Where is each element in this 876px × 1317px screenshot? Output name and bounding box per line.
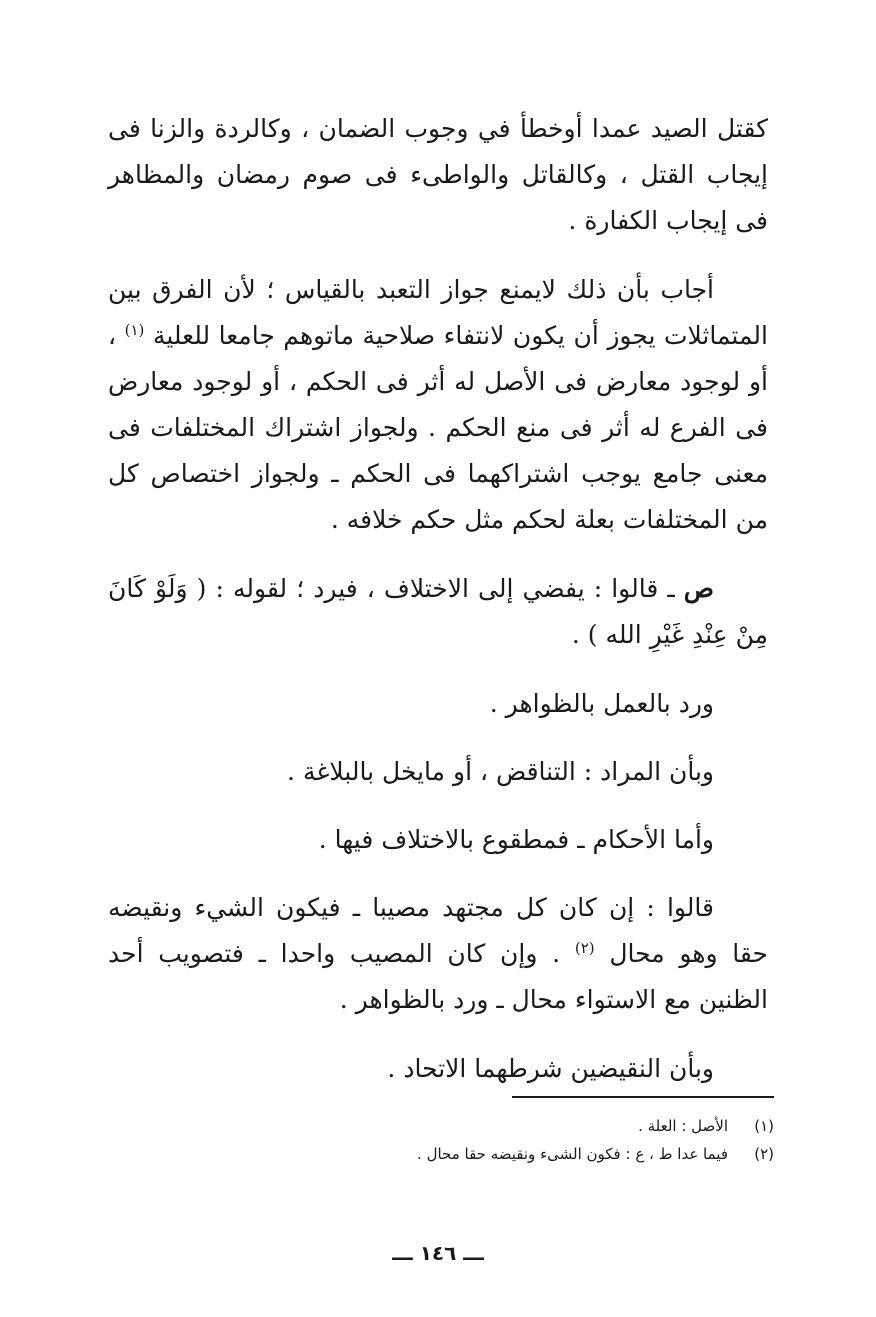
main-text [108,106,768,1114]
paragraph-5-text: وبأن المراد : التناقض ، أو مايخل بالبلاغة . [287,757,714,786]
paragraph-1-text: كقتل الصيد عمدا أوخطأ في وجوب الضمان ، وكالردة والزنا فى إيجاب القتل ، وكالقاتل والواطىء فى صوم رمضان والمظاهر فى إيجاب الكفارة . [108,114,768,235]
paragraph-7 [108,885,768,1023]
paragraph-3-text: ـ قالوا : يفضي إلى الاختلاف ، فيرد ؛ لقوله : ( وَلَوْ كَانَ مِنْ عِنْدِ غَيْرِ الله ) . [108,574,768,649]
paragraph-2 [108,267,768,543]
paragraph-7-text-before: قالوا : إن كان كل مجتهد مصيبا ـ فيكون الشيء ونقيضه حقا وهو محال [108,893,769,968]
paragraph-4-text: ورد بالعمل بالظواهر . [489,689,714,718]
paragraph-8-text: وبأن النقيضين شرطهما الاتحاد . [387,1054,714,1083]
footnote-ref-2[interactable]: (٢) [574,939,595,957]
footnote-1-number: (١) [754,1117,774,1135]
paragraph-6-text: وأما الأحكام ـ فمطقوع بالاختلاف فيها . [318,825,714,854]
footnotes [114,1112,774,1168]
footnote-ref-1[interactable]: (١) [124,321,145,339]
paragraph-7-text-after: . وإن كان المصيب واحدا ـ فتصويب أحد الظنين مع الاستواء محال ـ ورد بالظواهر . [108,939,768,1014]
paragraph-8 [108,1046,768,1092]
paragraph-2-text-after: ، أو لوجود معارض فى الأصل له أثر فى الحكم ، أو لوجود معارض فى الفرع له أثر فى منع الحكم . ولجواز اشتراك المختلفات فى معنى جامع يوجب اشتراكهما فى الحكم ـ ولجواز اختصاص كل من المختلفات بعلة لحكم مثل حكم خلافه . [108,321,768,534]
footnote-2-number: (٢) [754,1145,774,1163]
paragraph-4 [108,681,768,727]
footnote-divider [512,1096,774,1098]
footnote-1 [114,1112,774,1140]
paragraph-2-text-before: أجاب بأن ذلك لايمنع جواز التعبد بالقياس ؛ لأن الفرق بين المتماثلات يجوز أن يكون لانتفاء صلاحية ماتوهم جامعا للعلية [108,275,768,350]
section-mark: ص [683,574,715,603]
footnote-2-text: فيما عدا ط ، ع : فكون الشىء ونقيضه حقا محال . [417,1145,728,1163]
paragraph-1 [108,106,768,244]
paragraph-3 [108,566,768,658]
page-number: ـــ ١٤٦ ـــ [392,1241,484,1265]
paragraph-5 [108,749,768,795]
footnote-2 [114,1140,774,1168]
footnote-1-text: الأصل : العلة . [638,1117,728,1135]
paragraph-6 [108,817,768,863]
